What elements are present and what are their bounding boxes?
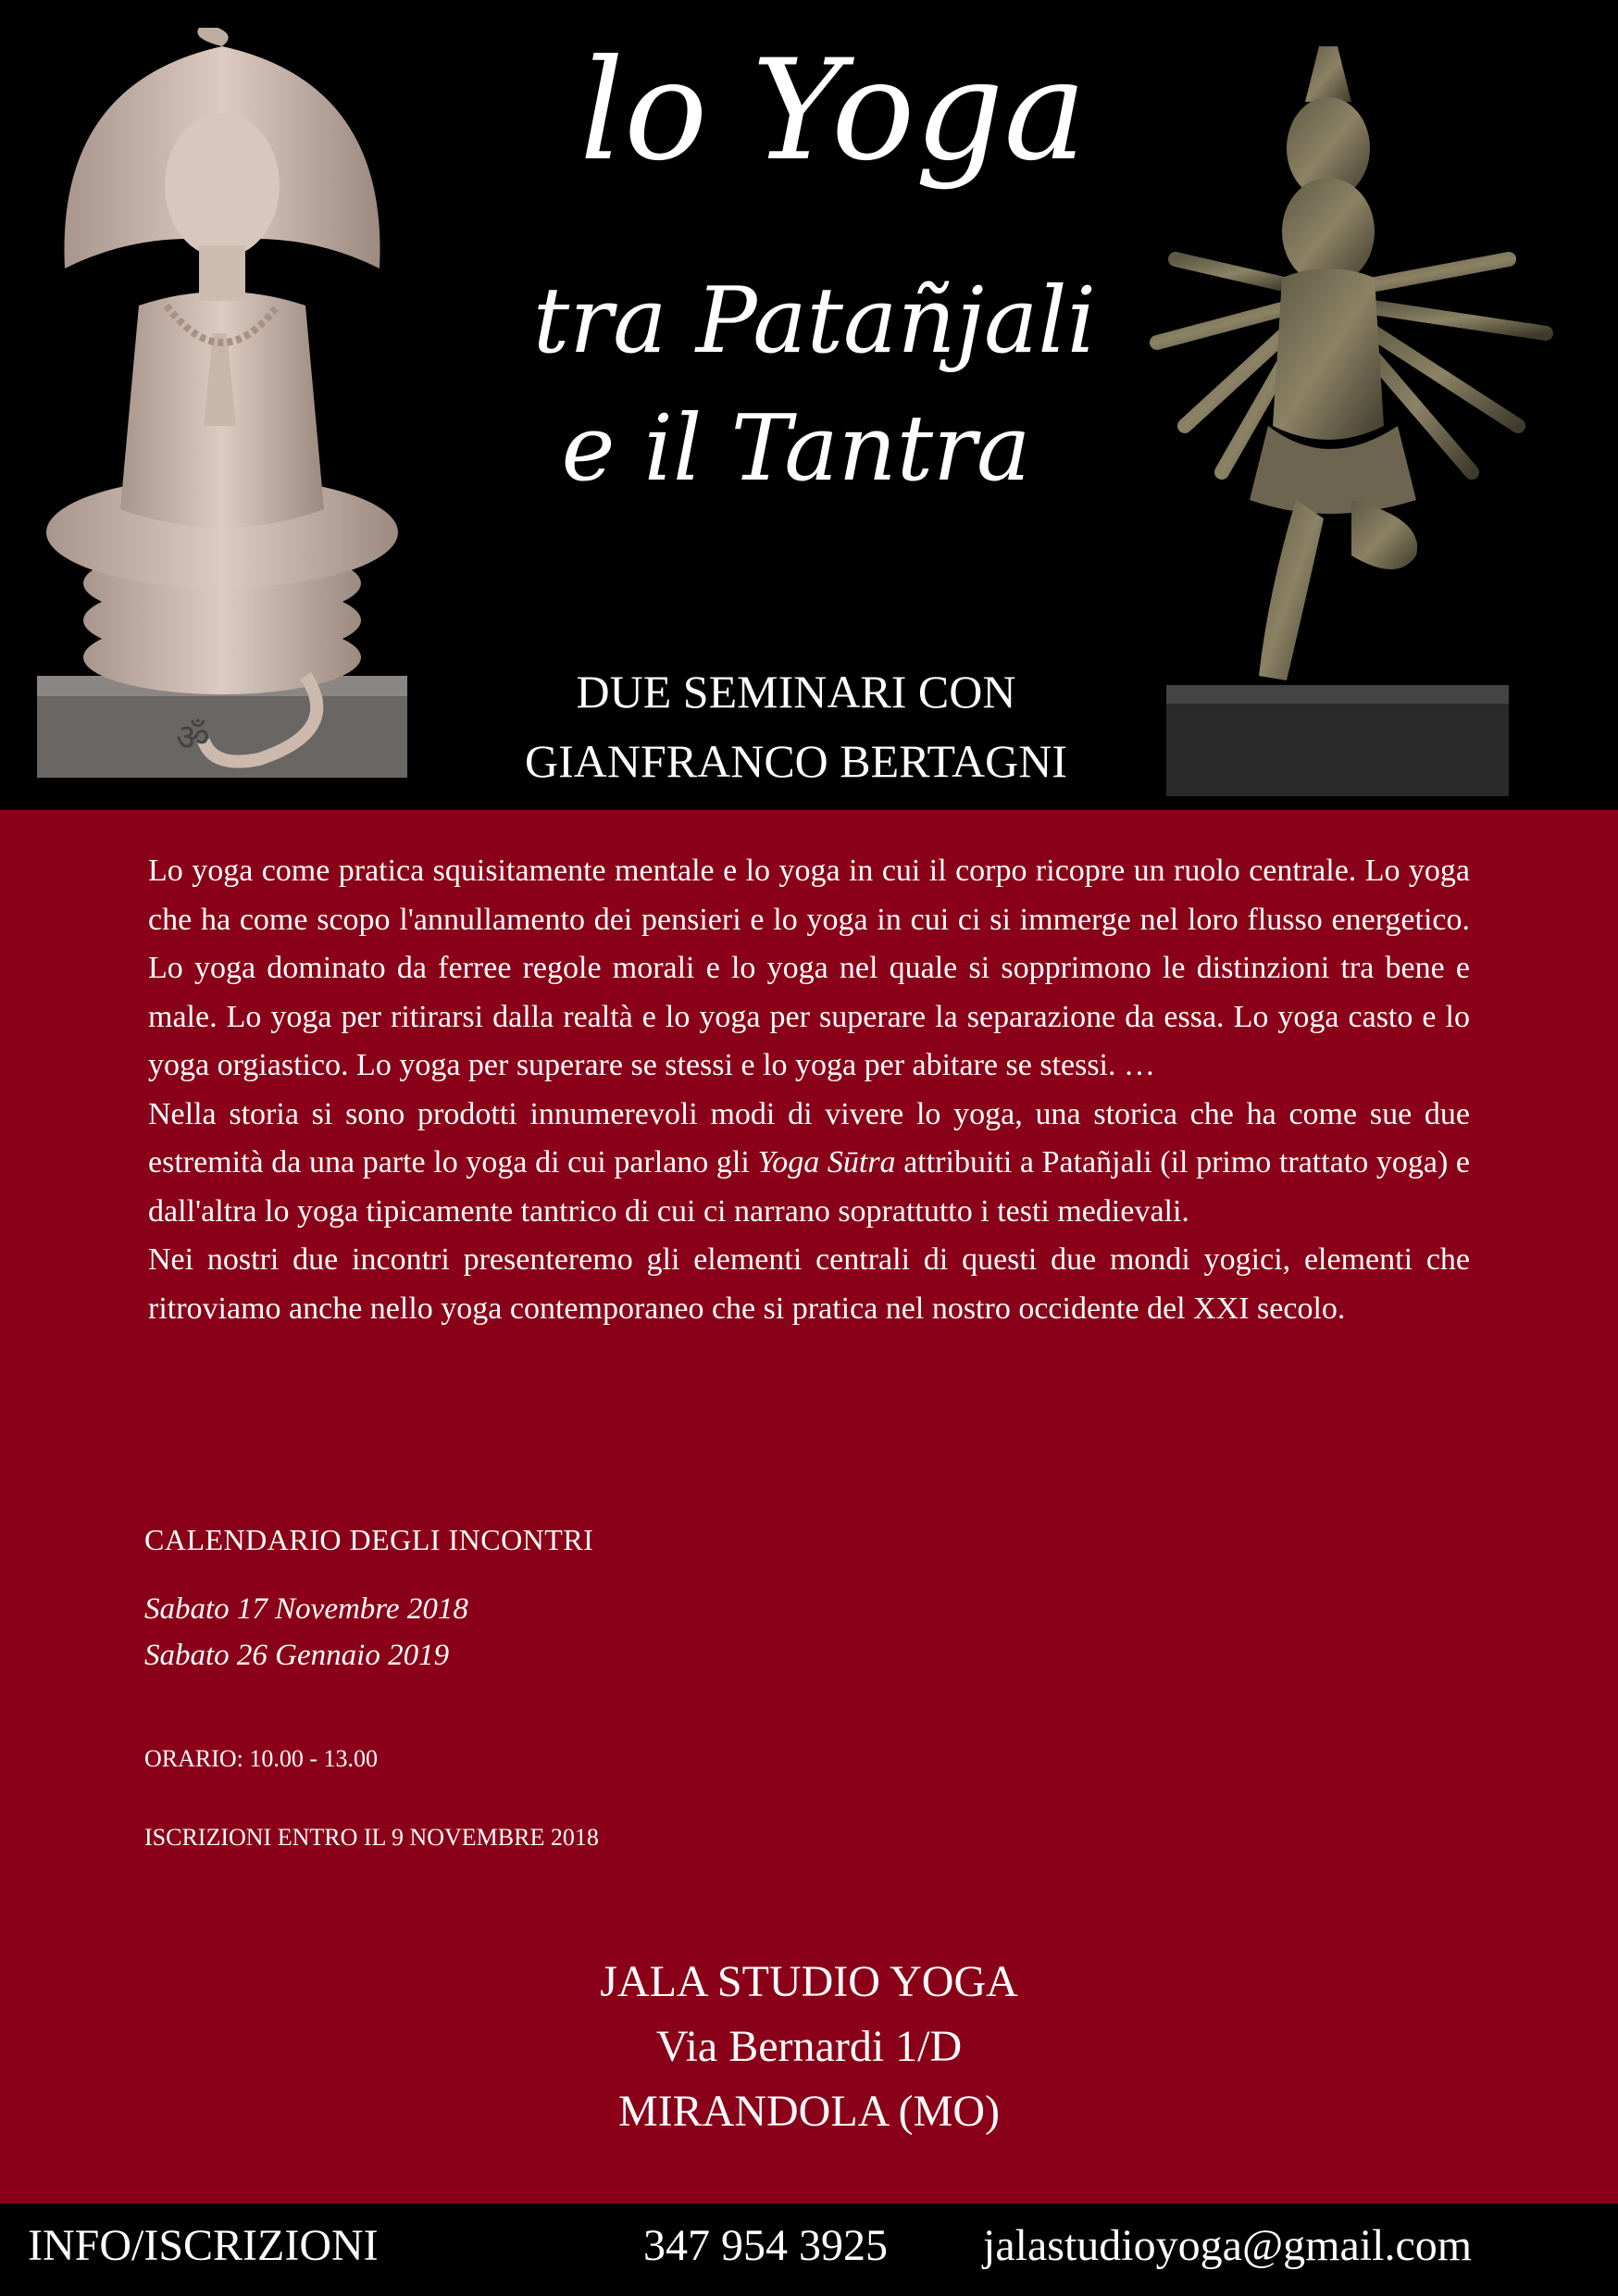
svg-text:ॐ: ॐ <box>176 717 210 759</box>
description-paragraph-2 <box>148 1091 1470 1237</box>
phone-number: 347 954 3925 <box>643 2221 888 2270</box>
paragraph-2-part-2: attribuiti a Patañjali (il primo trattato yoga) e dall'altra lo yoga tipicamente tantrico di cui ci narrano soprattutto i testi medievali. <box>148 1145 1471 1229</box>
title-line-2: tra Patañjali <box>532 268 1097 374</box>
email-address: jalastudioyoga@gmail.com <box>983 2221 1473 2270</box>
venue-city: MIRANDOLA (MO) <box>618 2087 1000 2136</box>
title-line-3: e il Tantra <box>561 396 1031 502</box>
poster-body <box>0 810 1618 2203</box>
description-paragraph-3: Nei nostri due incontri presenteremo gli elementi centrali di questi due mondi yogici, elementi che ritroviamo anche nello yoga contemporaneo che si pratica nel nostro occidente del XXI secolo. <box>148 1242 1470 1326</box>
seminar-date-2: Sabato 26 Gennaio 2019 <box>144 1639 450 1672</box>
description-text <box>148 847 1470 1333</box>
subtitle-line-2: GIANFRANCO BERTAGNI <box>524 735 1068 787</box>
calendar-heading: CALENDARIO DEGLI INCONTRI <box>144 1523 594 1556</box>
description-paragraph-1: Lo yoga come pratica squisitamente mentale e lo yoga in cui il corpo ricopre un ruolo centrale. Lo yoga che ha come scopo l'annullamento dei pensieri e lo yoga in cui ci si immerge nel loro flusso energetico. Lo yoga dominato da ferree regole morali e lo yoga nel quale si sopprimono le distinzioni tra bene e male. Lo yoga per ritirarsi dalla realtà e lo yoga per superare la separazione da essa. Lo yoga casto e lo yoga orgiastico. Lo yoga per superare se stessi e lo yoga per abitare se stessi. … <box>148 854 1470 1082</box>
bronze-deity-statue-image <box>1120 37 1592 801</box>
patanjali-statue-image <box>28 28 417 796</box>
title-line-1: lo Yoga <box>579 31 1087 192</box>
paragraph-2-part-1: Nella storia si sono prodotti innumerevoli modi di vivere lo yoga, una storica che ha come sue due estremità da una parte lo yoga di cui parlano gli <box>148 1096 1470 1179</box>
yoga-sutra-title: Yoga Sūtra <box>757 1145 896 1179</box>
venue-name: JALA STUDIO YOGA <box>600 1957 1018 2006</box>
subtitle-line-1: DUE SEMINARI CON <box>576 666 1016 718</box>
poster-header <box>0 0 1618 810</box>
info-label: INFO/ISCRIZIONI <box>28 2221 379 2270</box>
seminar-date-1: Sabato 17 Novembre 2018 <box>144 1592 468 1626</box>
registration-deadline: ISCRIZIONI ENTRO IL 9 NOVEMBRE 2018 <box>144 1824 599 1851</box>
schedule-hours: ORARIO: 10.00 - 13.00 <box>144 1745 379 1772</box>
contact-footer <box>0 2203 1618 2296</box>
venue-street: Via Bernardi 1/D <box>655 2022 963 2071</box>
